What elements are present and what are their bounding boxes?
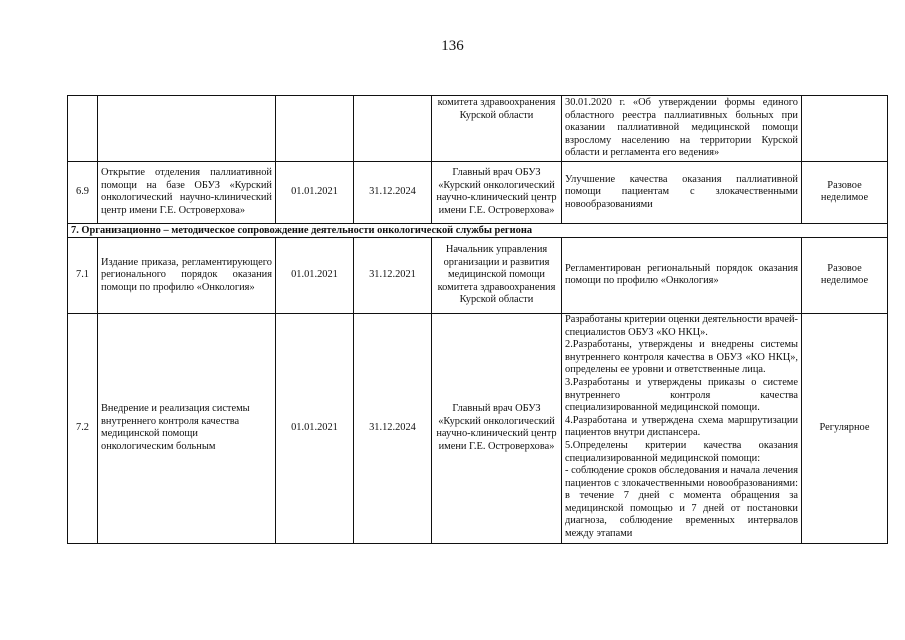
type-cell: Разовое неделимое: [802, 237, 888, 313]
end-date-cell: [354, 96, 432, 162]
type-cell: Разовое неделимое: [802, 161, 888, 223]
responsible-cell: комитета здравоохранения Курской области: [432, 96, 562, 162]
result-cell: [562, 313, 802, 543]
result-item: - соблюдение сроков обследования и начала лечения пациентов с злокачественными новообразованиями: в течение 7 дней с момента обращения за медицинской помощью и 7 дней от постановки диагноза, соблюдение временных интервалов между этапами: [565, 465, 798, 540]
start-date-cell: 01.01.2021: [276, 313, 354, 543]
section-title: 7. Организационно – методическое сопровождение деятельности онкологической службы региона: [68, 223, 888, 237]
row-number-cell: [68, 96, 98, 162]
result-item: Разработаны критерии оценки деятельности врачей-специалистов ОБУЗ «КО НКЦ».: [565, 313, 798, 338]
start-date-cell: [276, 96, 354, 162]
table-row: [68, 237, 888, 313]
section-header-row: [68, 223, 888, 237]
responsible-cell: Главный врач ОБУЗ «Курский онкологический научно-клинический центр имени Г.Е. Островерхова»: [432, 313, 562, 543]
start-date-cell: 01.01.2021: [276, 161, 354, 223]
row-number-cell: 7.1: [68, 237, 98, 313]
activity-name-cell: Открытие отделения паллиативной помощи на базе ОБУЗ «Курский онкологический научно-клинический центр имени Г.Е. Островерхова»: [98, 161, 276, 223]
result-item: 2.Разработаны, утверждены и внедрены системы внутреннего контроля качества в ОБУЗ «КО НКЦ», определены ее уровни и ответственные лица.: [565, 339, 798, 376]
type-cell: Регулярное: [802, 313, 888, 543]
responsible-cell: Главный врач ОБУЗ «Курский онкологический научно-клинический центр имени Г.Е. Островерхова»: [432, 161, 562, 223]
activity-name-cell: Внедрение и реализация системы внутреннего контроля качества медицинской помощи онкологическим больным: [98, 313, 276, 543]
table-row: [68, 96, 888, 162]
result-item: 4.Разработана и утверждена схема маршрутизации пациентов внутри диспансера.: [565, 414, 798, 439]
result-item: 5.Определены критерии качества оказания специализированной медицинской помощи:: [565, 439, 798, 464]
result-cell: 30.01.2020 г. «Об утверждении формы единого областного реестра паллиативных больных при оказании паллиативной медицинской помощи взрослому населению на территории Курской области и регламента его ведения»: [562, 96, 802, 162]
plan-table: [67, 95, 888, 544]
end-date-cell: 31.12.2024: [354, 161, 432, 223]
end-date-cell: 31.12.2024: [354, 313, 432, 543]
row-number-cell: 6.9: [68, 161, 98, 223]
responsible-cell: Начальник управления организации и развития медицинской помощи комитета здравоохранения Курской области: [432, 237, 562, 313]
start-date-cell: 01.01.2021: [276, 237, 354, 313]
activity-name-cell: [98, 96, 276, 162]
end-date-cell: 31.12.2021: [354, 237, 432, 313]
activity-name-cell: Издание приказа, регламентирующего регионального порядок оказания помощи по профилю «Онкология»: [98, 237, 276, 313]
type-cell: [802, 96, 888, 162]
result-item: 3.Разработаны и утверждены приказы о системе внутреннего контроля качества специализированной медицинской помощи.: [565, 376, 798, 414]
result-cell: Регламентирован региональный порядок оказания помощи по профилю «Онкология»: [562, 237, 802, 313]
result-cell: Улучшение качества оказания паллиативной помощи пациентам с злокачественными новообразованиями: [562, 161, 802, 223]
table-row: [68, 161, 888, 223]
row-number-cell: 7.2: [68, 313, 98, 543]
page-number: 136: [441, 38, 464, 54]
table-row: [68, 313, 888, 543]
